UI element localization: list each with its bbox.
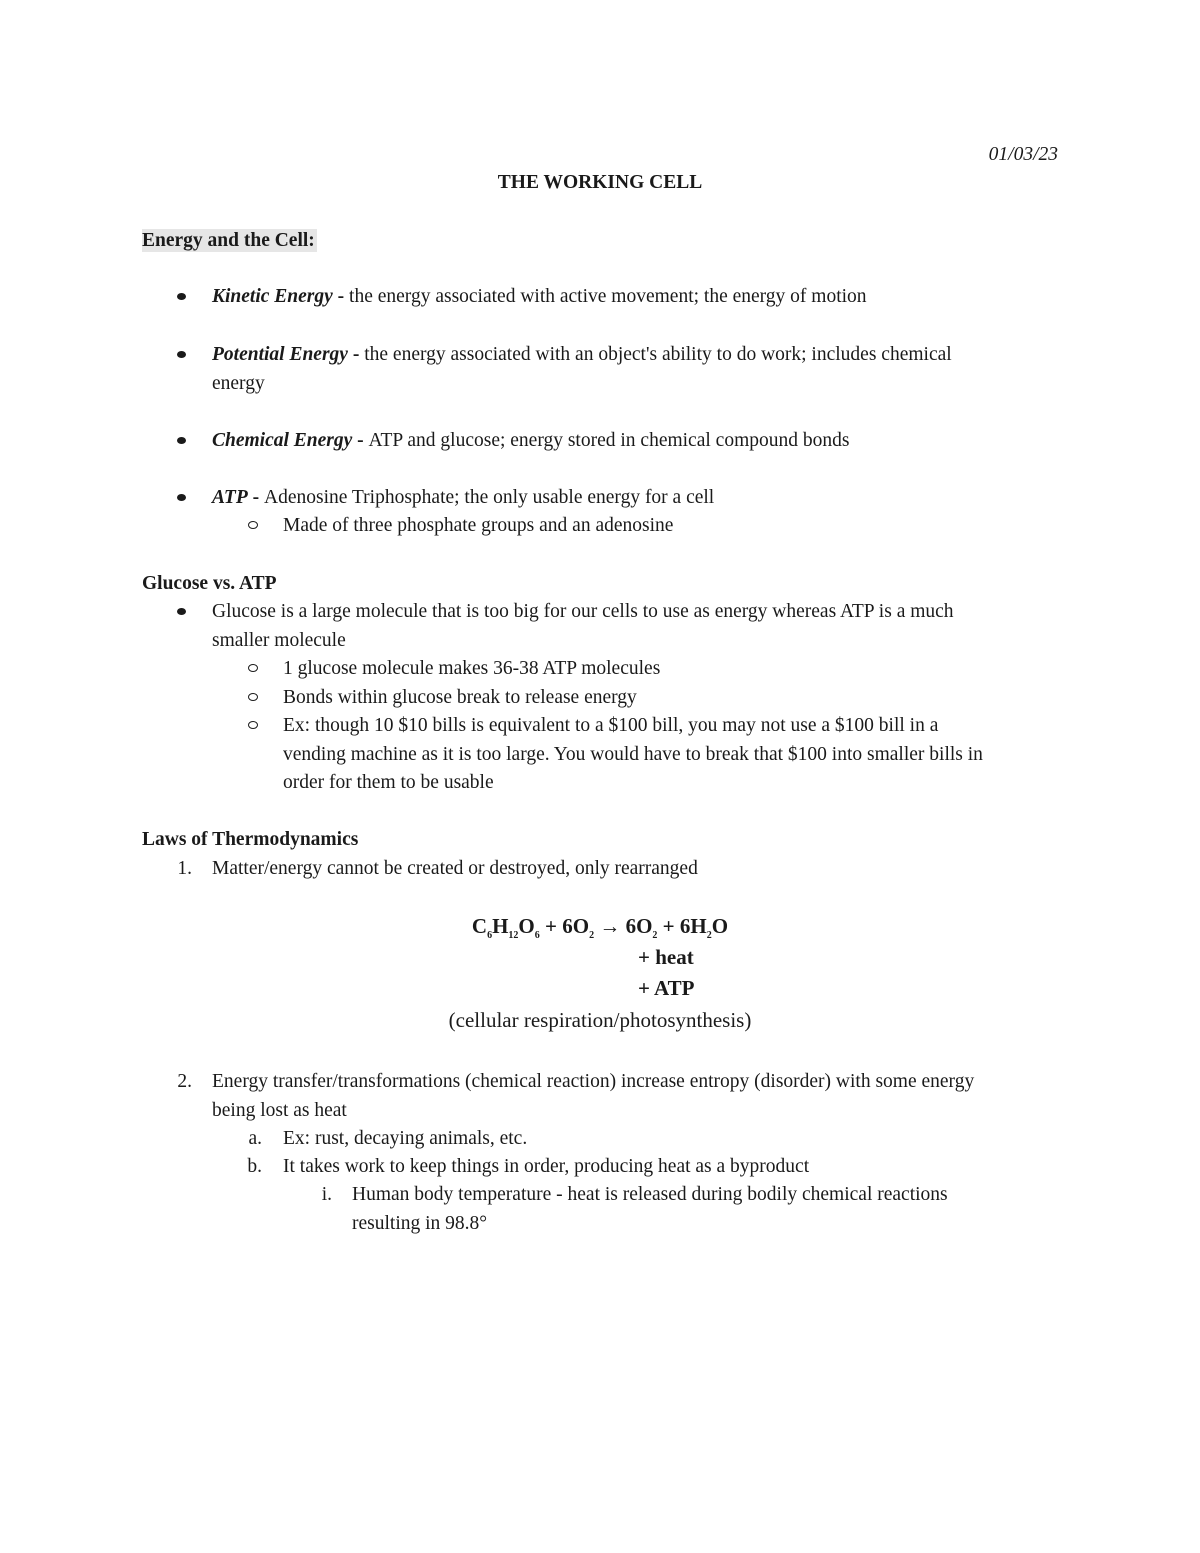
law-item-1: Matter/energy cannot be created or destroyed, only rearranged [212, 858, 698, 879]
list-marker: 1. [177, 858, 192, 879]
definition: the energy associated with an object's ability to do work; includes chemical [364, 344, 952, 365]
bullet-icon [177, 437, 186, 444]
chemical-equation [0, 912, 1200, 941]
sub-item-example [283, 712, 1073, 798]
equation-note: (cellular respiration/photosynthesis) [448, 1008, 752, 1032]
eq-part: → 6O [594, 914, 653, 938]
definition: ATP and glucose; energy stored in chemical compound bonds [368, 430, 850, 451]
eq-part: C [471, 914, 488, 938]
law-item-2 [212, 1068, 1072, 1125]
dash: - [347, 344, 365, 365]
text-line: smaller molecule [212, 629, 346, 651]
law-sub-b: It takes work to keep things in order, producing heat as a byproduct [283, 1156, 810, 1177]
eq-subscript: 2 [706, 930, 712, 942]
dash: - [247, 487, 265, 508]
eq-part: + 6H [657, 914, 707, 938]
list-item-glucose [212, 598, 1072, 655]
text-line: Energy transfer/transformations (chemical reaction) increase entropy (disorder) with some energy [212, 1071, 975, 1092]
law-sub-a: Ex: rust, decaying animals, etc. [283, 1128, 528, 1149]
dash: - [332, 286, 350, 307]
eq-part: + 6O [539, 914, 590, 938]
text-line: Glucose is a large molecule that is too big for our cells to use as energy whereas ATP is a much [212, 601, 954, 622]
section-heading-glucose: Glucose vs. ATP [142, 573, 277, 594]
term: Chemical Energy [212, 430, 353, 451]
dash: - [352, 430, 369, 451]
definition-continued: energy [212, 372, 265, 394]
heading-highlight: Energy and the Cell: [142, 230, 315, 251]
section-heading-thermo: Laws of Thermodynamics [142, 829, 359, 850]
text-line: Ex: though 10 $10 bills is equivalent to a $100 bill, you may not use a $100 bill in a [283, 715, 939, 736]
circle-bullet-icon [248, 721, 258, 729]
sub-item: Bonds within glucose break to release energy [283, 687, 637, 708]
eq-subscript: 2 [652, 930, 658, 942]
eq-part: O [711, 914, 729, 938]
sub-item: 1 glucose molecule makes 36-38 ATP molecules [283, 658, 661, 679]
definition: the energy associated with active movement; the energy of motion [349, 286, 867, 307]
equation-heat: + heat [638, 945, 694, 969]
list-item-chemical [212, 427, 1072, 456]
text-line: vending machine as it is too large. You would have to break that $100 into smaller bills in [283, 743, 983, 765]
text-line: being lost as heat [212, 1099, 347, 1121]
text-line: order for them to be usable [283, 772, 494, 793]
bullet-icon [177, 608, 186, 615]
definition: Adenosine Triphosphate; the only usable energy for a cell [264, 487, 715, 508]
page-title: THE WORKING CELL [497, 172, 703, 193]
list-marker: a. [248, 1128, 262, 1149]
text-line: resulting in 98.8° [352, 1212, 488, 1234]
sub-item-atp: Made of three phosphate groups and an adenosine [283, 515, 674, 536]
eq-subscript: 6 [534, 930, 540, 942]
eq-subscript: 6 [487, 930, 493, 942]
eq-part: H [492, 914, 509, 938]
list-marker: 2. [177, 1071, 192, 1092]
section-heading-energy [142, 227, 317, 256]
equation-atp: + ATP [638, 976, 695, 1000]
term: Kinetic Energy [212, 286, 333, 307]
circle-bullet-icon [248, 521, 258, 529]
circle-bullet-icon [248, 664, 258, 672]
term: Potential Energy [212, 344, 348, 365]
eq-subscript: 2 [589, 930, 595, 942]
list-item-kinetic [212, 283, 1072, 312]
term: ATP [212, 487, 248, 508]
bullet-icon [177, 293, 186, 300]
list-item-atp [212, 484, 1072, 513]
law-sub-b-i [352, 1181, 1072, 1238]
bullet-icon [177, 351, 186, 358]
date: 01/03/23 [988, 144, 1058, 165]
list-marker: i. [321, 1184, 332, 1205]
list-marker: b. [247, 1156, 262, 1177]
eq-subscript: 12 [508, 930, 519, 942]
circle-bullet-icon [248, 693, 258, 701]
eq-part: O [518, 914, 535, 938]
text-line: Human body temperature - heat is released during bodily chemical reactions [352, 1184, 948, 1205]
bullet-icon [177, 494, 186, 501]
list-item-potential [212, 341, 1072, 398]
